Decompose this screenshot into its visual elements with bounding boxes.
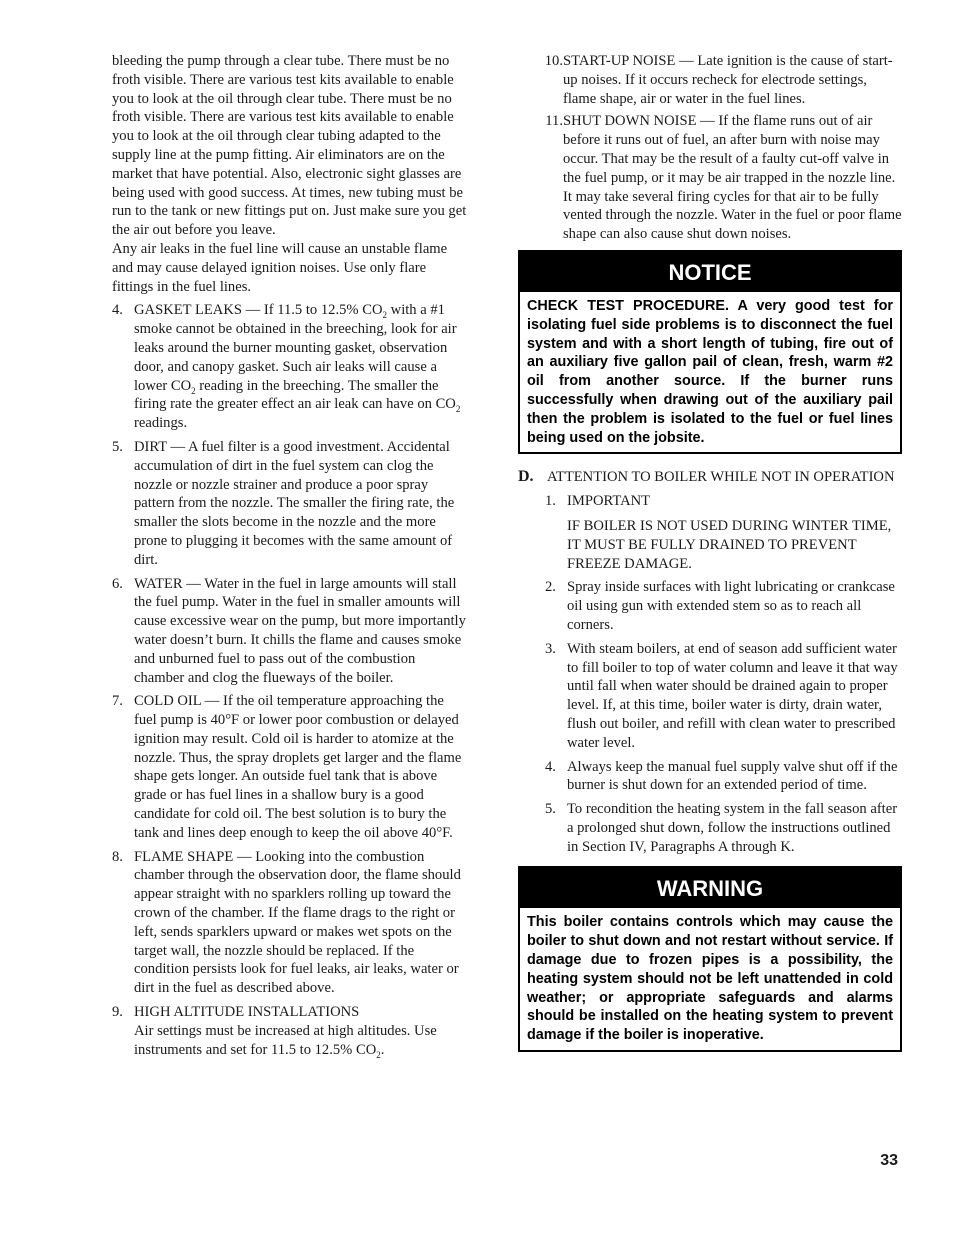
item-text: FLAME SHAPE — Looking into the combustion chamber through the observation door, the flame should appear straight with no sparklers rolling up toward the crown of the chamber. If the flame drags to the right or left, sends sparklers upward or makes wet spots on the target wall, the nozzle should be replaced. If the condition persists look for fuel leaks, air leaks, water or dirt in the fuel as described above. — [134, 848, 461, 997]
text-segment: . — [380, 1041, 385, 1058]
item-text: To recondition the heating system in the fall season after a prolonged shut down, follow the instructions outlined in Section IV, Paragraphs A through K. — [567, 801, 898, 855]
left-column — [112, 52, 468, 1059]
subscript: 2 — [455, 404, 461, 415]
item-text: With steam boilers, at end of season add sufficient water to fill boiler to top of water column and leave it that way until fall when water should be drained again to proper level. If, at this time, boiler water is dirty, drain water, flush out boiler, and refill with clean water to prescribed water level. — [567, 640, 898, 751]
item-text: START-UP NOISE — Late ignition is the cause of start-up noises. If it occurs recheck for electrode settings, flame shape, air or water in the fuel lines. — [563, 53, 893, 107]
item-text: DIRT — A fuel filter is a good investment. Accidental accumulation of dirt in the fuel system can clog the nozzle or nozzle strainer and produce a poor spray pattern from the nozzle. The smaller the firing rate, the smaller the slots become in the nozzle and the more prone to plugging it becomes with the same amount of dirt. — [134, 438, 455, 568]
item-number: 11. — [545, 113, 563, 130]
item-number: 2. — [545, 579, 556, 596]
item-number: 9. — [112, 1004, 123, 1021]
intro-paragraph-1: bleeding the pump through a clear tube. There must be no froth visible. There are various test kits available to enable you to look at the oil through clear tube. There must be no froth visible. There are various test kits available to enable you to look at the oil through clear tubing adapted to the supply line at the pump fitting. Air eliminators are on the market that have potential. Also, electronic sight glasses are being used with good success. At times, new tubing must be run to the tank or new fittings put on. Just make sure you get the air out before you leave. — [112, 53, 467, 239]
item-title: HIGH ALTITUDE INSTALLATIONS — [134, 1004, 360, 1021]
item-text — [134, 1003, 468, 1059]
list-item-important — [518, 492, 902, 511]
list-item-high-altitude — [112, 1003, 468, 1059]
item-number: 5. — [112, 438, 123, 455]
subscript: 2 — [382, 310, 387, 321]
list-item-gasket-leaks — [112, 301, 468, 433]
item-text: Spray inside surfaces with light lubricating or crankcase oil using gun with extended stem so as to reach all corners. — [567, 579, 895, 633]
intro-paragraph-2: Any air leaks in the fuel line will cause an unstable flame and may cause delayed ignition noises. Use only flare fittings in the fuel lines. — [112, 240, 448, 295]
item-text: Always keep the manual fuel supply valve shut off if the burner is shut down for an extended period of time. — [567, 758, 898, 794]
text-segment: with a #1 smoke cannot be obtained in the breeching, look for air leaks around the burner mounting gasket, observation door, and canopy gasket. Such air leaks will cause a lower CO — [134, 302, 457, 394]
item-number: 4. — [545, 758, 556, 775]
item-number: 10. — [544, 53, 563, 69]
text-segment: readings. — [134, 415, 188, 432]
list-item-steam-boilers — [518, 640, 902, 753]
list-item-spray-surfaces — [518, 578, 902, 634]
section-d-heading — [518, 468, 902, 487]
notice-body: CHECK TEST PROCEDURE. A very good test for isolating fuel side problems is to disconnect the fuel system and with a short length of tubing, fire out of an auxiliary five gallon pail of clean, fresh, warm #2 oil from another source. If the burner runs successfully when drawing out of the auxiliary pail then the problem is isolated to the fuel or fuel lines being used on the jobsite. — [527, 297, 893, 446]
section-letter: D. — [518, 468, 534, 486]
item-text: WATER — Water in the fuel in large amounts will stall the fuel pump. Water in the fuel in smaller amounts will cause excessive wear on the pump, but more importantly water doesn’t burn. It chills the flame and causes smoke and unburned fuel to pass out of the combustion chamber and clog the flueways of the boiler. — [134, 575, 466, 686]
text-segment: GASKET LEAKS — If 11.5 to 12.5% CO — [134, 302, 383, 319]
subscript: 2 — [191, 385, 196, 396]
section-title: ATTENTION TO BOILER WHILE NOT IN OPERATION — [547, 469, 895, 486]
important-note: IF BOILER IS NOT USED DURING WINTER TIME, IT MUST BE FULLY DRAINED TO PREVENT FREEZE DAMAGE. — [567, 517, 892, 572]
item-text: SHUT DOWN NOISE — If the flame runs out of air before it runs out of fuel, an after burn with noise may occur. That may be the result of a faulty cut-off valve in the fuel pump, or it may be air trapped in the nozzle line. It may take several firing cycles for that air to be fully vented through the nozzle. Water in the fuel or poor flame shape can also cause shut down noises. — [563, 113, 902, 243]
item-text: IMPORTANT — [567, 493, 651, 510]
subscript: 2 — [376, 1049, 381, 1060]
item-number: 5. — [545, 801, 556, 818]
item-text: COLD OIL — If the oil temperature approaching the fuel pump is 40°F or lower poor combustion or delayed ignition may result. Cold oil is harder to atomize at the nozzle. Thus, the spray droplets get larger and the flame shape gets longer. An outside fuel tank that is above grade or has fuel lines in a shallow bury is a good candidate for cold oil. The best solution is to bury the tank and lines deep enough to keep the oil above 40°F. — [134, 693, 462, 841]
item-number: 6. — [112, 575, 123, 592]
list-item-cold-oil — [112, 692, 468, 842]
list-item-fuel-valve — [518, 758, 902, 796]
list-item-recondition — [518, 800, 902, 856]
list-item-dirt — [112, 438, 468, 570]
item-number: 4. — [112, 302, 123, 319]
warning-title: WARNING — [520, 868, 900, 908]
list-item-start-up-noise — [518, 52, 902, 108]
list-item-shut-down-noise — [518, 112, 902, 244]
list-item-water — [112, 575, 468, 688]
item-number: 1. — [545, 493, 556, 510]
item-number: 8. — [112, 848, 123, 865]
list-item-flame-shape — [112, 848, 468, 998]
notice-title: NOTICE — [520, 252, 900, 292]
notice-box — [518, 250, 902, 454]
warning-box — [518, 866, 902, 1052]
item-number: 3. — [545, 640, 556, 657]
page-number: 33 — [880, 1152, 898, 1169]
warning-body: This boiler contains controls which may cause the boiler to shut down and not restart without service. If damage due to frozen pipes is a possibility, the heating system should not be left unattended in cold weather; or appropriate safeguards and alarms should be installed on the heating system to prevent damage if the boiler is inoperative. — [527, 914, 893, 1044]
text-segment: Air settings must be increased at high altitudes. Use instruments and set for 11.5 to 12.5% CO — [134, 1022, 437, 1058]
item-text — [134, 301, 468, 433]
text-segment: reading in the breeching. The smaller the firing rate the greater effect an air leak can have on CO — [134, 377, 456, 413]
right-column — [518, 52, 902, 1052]
item-number: 7. — [112, 693, 123, 710]
